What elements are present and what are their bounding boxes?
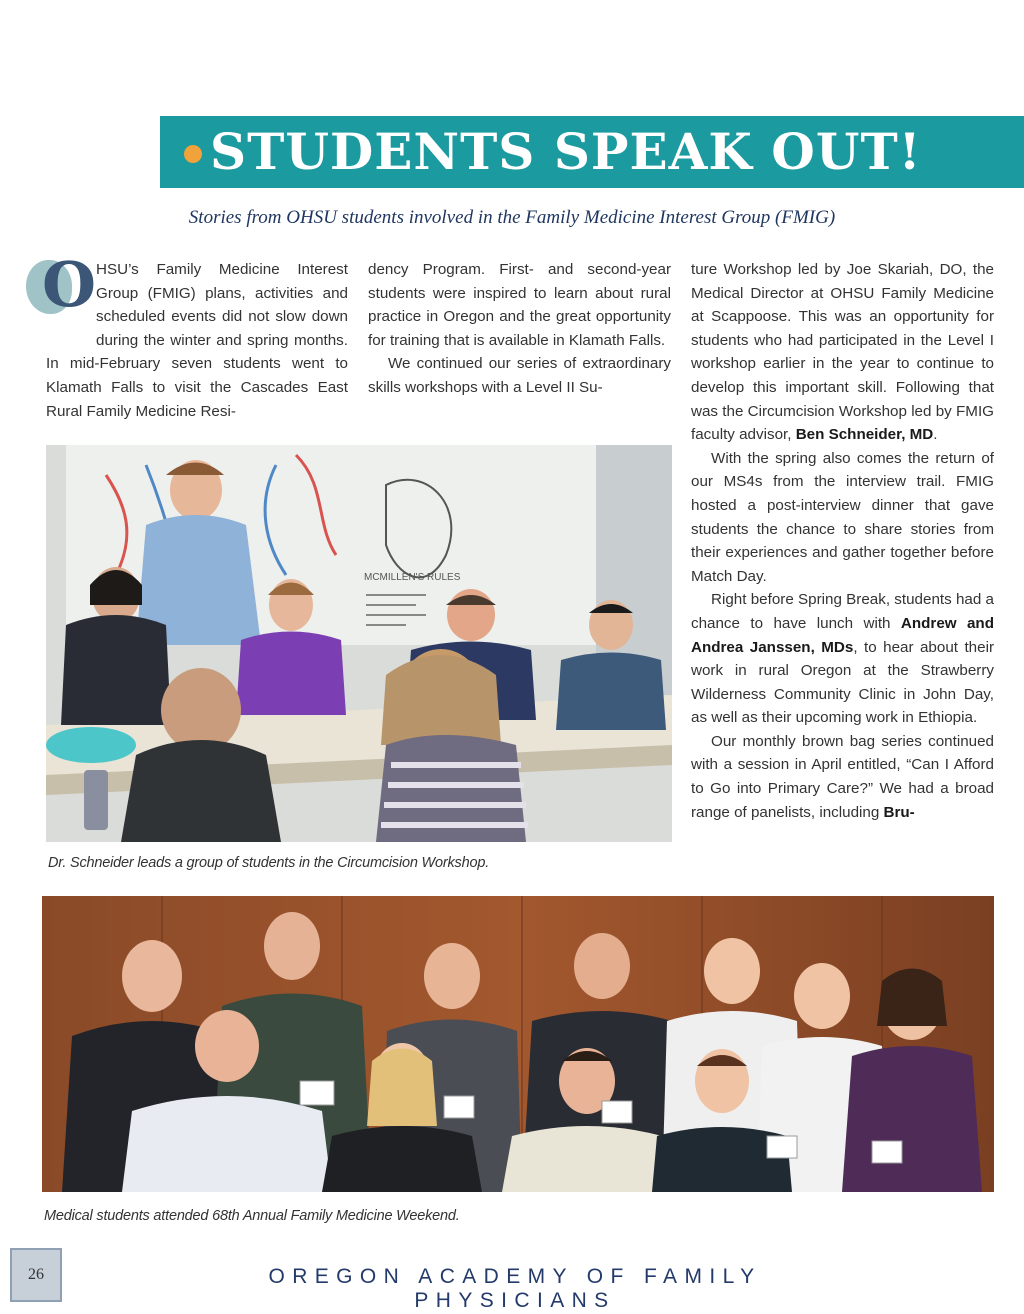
workshop-photo-illustration bbox=[46, 445, 672, 842]
group-photo-illustration bbox=[42, 896, 994, 1192]
text-run: ture Workshop led by Joe Skariah, DO, the Medical Director at OHSU Family Medicine at Scappoose. This was an opportunity for students who had participated in the Level I workshop earlier in the year to continue to develop this important skill. Following that was the Circumcision Workshop led by FMIG faculty advisor, bbox=[691, 261, 994, 444]
paragraph: dency Program. First- and second-year students were inspired to learn about rural practice in Oregon and the great opportunity for training that is available in Klamath Falls. bbox=[368, 261, 671, 349]
page-number-box bbox=[10, 1248, 62, 1302]
title-banner bbox=[160, 116, 1024, 188]
page-title: STUDENTS SPEAK OUT! bbox=[210, 122, 922, 181]
person-name: Bru- bbox=[883, 803, 915, 821]
text-run: Our monthly brown bag series continued with a session in April entitled, “Can I Afford to Go into Primary Care?” We had a broad range of panelists, including bbox=[691, 732, 994, 821]
bullet-dot bbox=[184, 145, 202, 163]
photo-caption: Medical students attended 68th Annual Family Medicine Weekend. bbox=[44, 1208, 460, 1224]
paragraph bbox=[691, 588, 994, 730]
paragraph: HSU’s Family Medicine Interest Group (FMIG) plans, activities and scheduled events did not slow down during the winter and spring months. In mid-February seven students went to Klamath Falls to visit the Cascades East Rural Family Medicine Resi- bbox=[46, 261, 348, 420]
person-name: Andrew and Andrea Janssen, MDs bbox=[691, 614, 994, 656]
article-column-3 bbox=[691, 258, 994, 824]
text-run: . bbox=[933, 426, 938, 444]
whiteboard-label: MCMILLEN'S RULES bbox=[364, 572, 461, 583]
paragraph bbox=[691, 258, 994, 447]
page-subtitle: Stories from OHSU students involved in the Family Medicine Interest Group (FMIG) bbox=[188, 207, 836, 228]
photo-caption: Dr. Schneider leads a group of students in the Circumcision Workshop. bbox=[48, 855, 490, 871]
person-name: Ben Schneider, MD bbox=[795, 426, 934, 444]
workshop-photo bbox=[46, 445, 672, 842]
article-column-2 bbox=[368, 258, 671, 400]
group-photo bbox=[42, 896, 994, 1192]
paragraph: We continued our series of extraordinary skills workshops with a Level II Su- bbox=[368, 355, 671, 396]
paragraph bbox=[691, 730, 994, 824]
paragraph: With the spring also comes the return of our MS4s from the interview trail. FMIG hosted a post-interview dinner that gave students the chance to share stories from their experiences and gather together before Match Day. bbox=[691, 449, 994, 585]
text-run: Right before Spring Break, students had a chance to have lunch with bbox=[691, 591, 994, 632]
text-run: , to hear about their work in rural Oregon at the Strawberry Wilderness Community Clinic in John Day, as well as their upcoming work in Ethiopia. bbox=[691, 638, 994, 727]
drop-cap-letter: O bbox=[42, 248, 97, 321]
footer-organization: OREGON ACADEMY OF FAMILY PHYSICIANS bbox=[268, 1265, 762, 1312]
page-number: 26 bbox=[28, 1266, 44, 1283]
article-column-1 bbox=[42, 248, 348, 423]
drop-cap bbox=[42, 248, 97, 330]
